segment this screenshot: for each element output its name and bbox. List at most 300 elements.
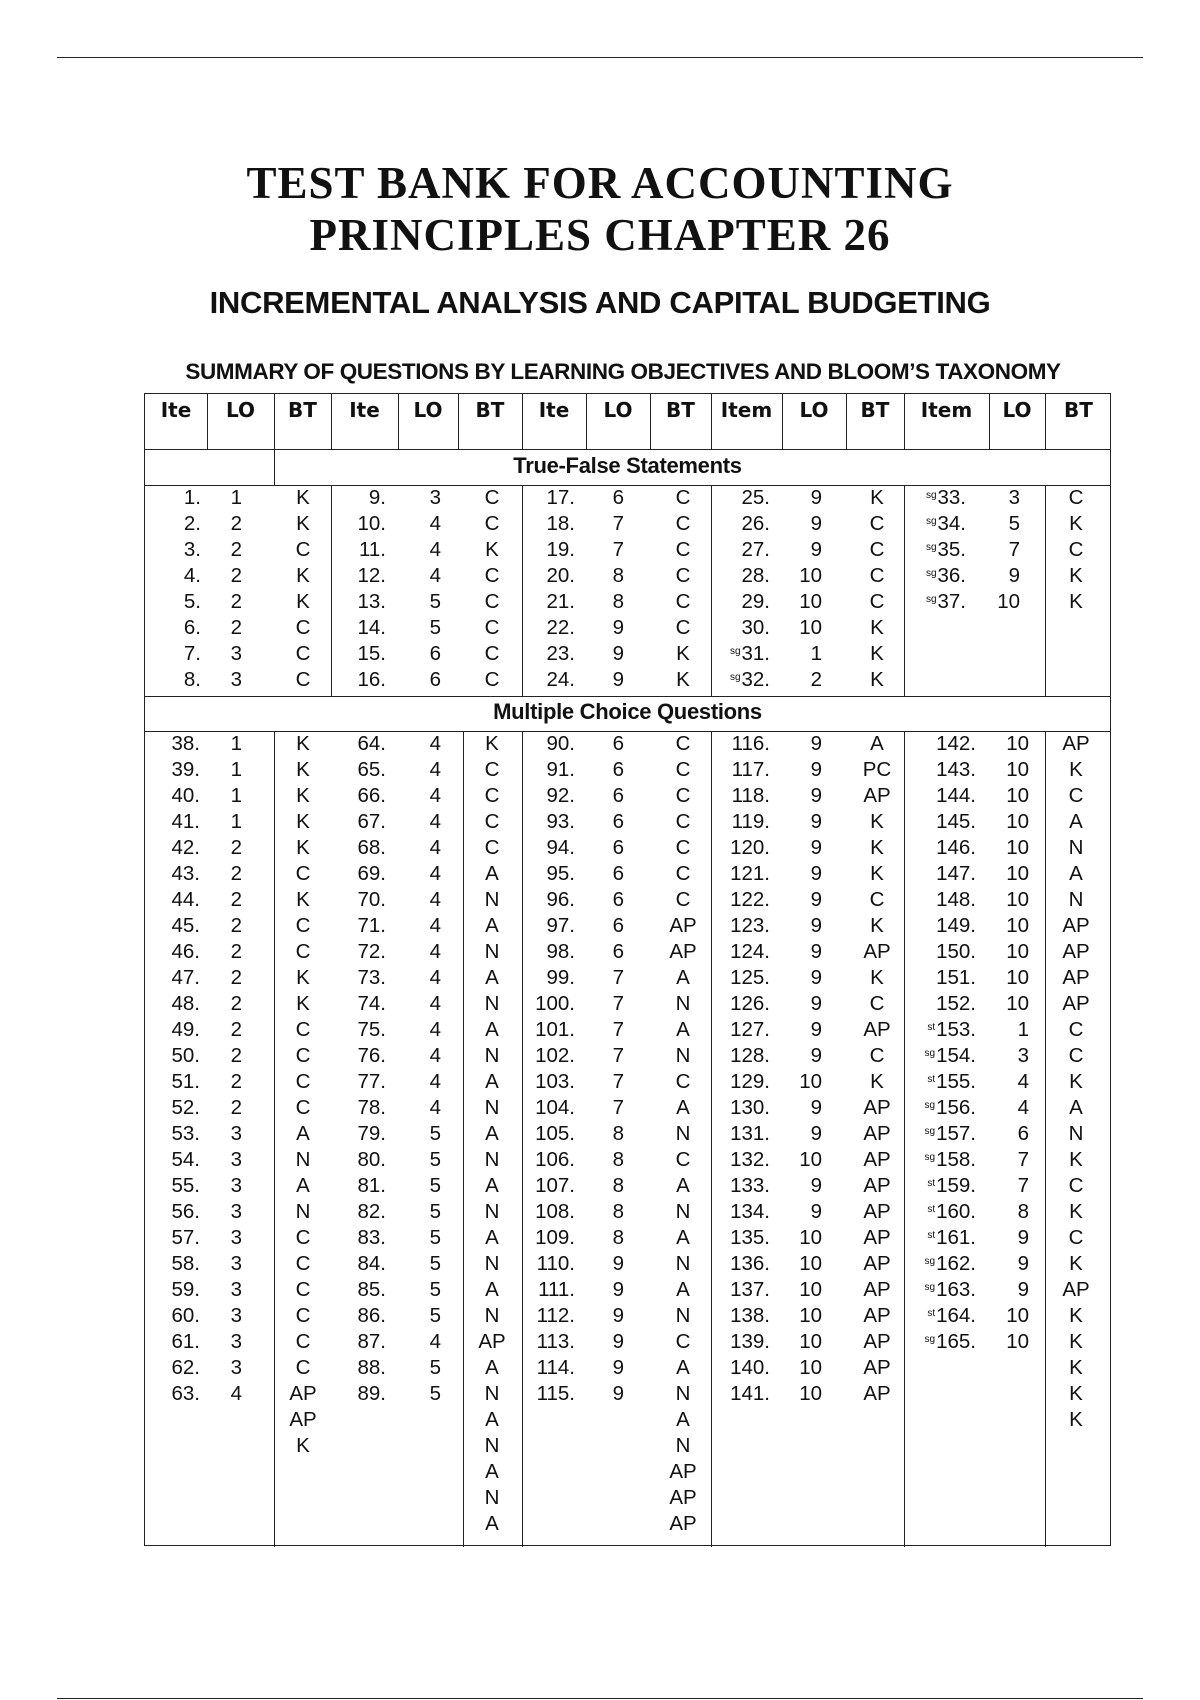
- cell-value: 59.: [171, 1278, 200, 1301]
- cell-lo: [989, 1095, 1029, 1121]
- cell-lo: [398, 1069, 441, 1095]
- cell-items: [145, 939, 200, 965]
- cell-items: [711, 861, 770, 887]
- cell-value: 1: [1017, 1018, 1029, 1041]
- cell-value: N: [675, 1434, 691, 1457]
- cell-bt: [658, 809, 708, 835]
- cell-value: C: [869, 512, 885, 535]
- cell-value: 132.: [730, 1148, 770, 1171]
- cell-value: A: [485, 1408, 499, 1431]
- cell-value: 157.: [936, 1122, 976, 1145]
- cell-items: [711, 1043, 770, 1069]
- cell-value: C: [1068, 1044, 1084, 1067]
- cell-lo: [586, 757, 624, 783]
- cell-items: [522, 965, 575, 991]
- cell-bt: [658, 887, 708, 913]
- cell-bt: [1051, 1277, 1101, 1303]
- cell-lo: [207, 1303, 242, 1329]
- cell-bt: [278, 965, 328, 991]
- cell-bt: [852, 485, 902, 511]
- cell-value: C: [675, 486, 691, 509]
- tf-g3-lo: [586, 485, 624, 693]
- cell-value: 9: [810, 538, 822, 561]
- cell-lo: [398, 835, 441, 861]
- cell-items: [145, 731, 200, 757]
- cell-value: 129.: [730, 1070, 770, 1093]
- cell-value: AP: [863, 1278, 891, 1301]
- cell-value: 30.: [741, 616, 770, 639]
- cell-value: 128.: [730, 1044, 770, 1067]
- cell-lo: [207, 861, 242, 887]
- cell-items: [711, 913, 770, 939]
- cell-value: 3: [429, 486, 441, 509]
- cell-lo: [398, 1095, 441, 1121]
- cell-value: 10: [799, 564, 822, 587]
- cell-items: [522, 757, 575, 783]
- cell-value: 10: [799, 1304, 822, 1327]
- cell-items: [711, 757, 770, 783]
- cell-value: C: [295, 1070, 311, 1093]
- col-header-lo: LO: [1002, 398, 1032, 422]
- cell-lo: [782, 1095, 822, 1121]
- cell-lo: [586, 511, 624, 537]
- cell-items: [145, 1017, 200, 1043]
- cell-value: C: [484, 564, 500, 587]
- cell-items: [904, 589, 966, 615]
- cell-value: 4: [429, 810, 441, 833]
- source-marker: sg: [924, 1256, 936, 1267]
- cell-bt: [467, 1329, 517, 1355]
- cell-items: [331, 485, 386, 511]
- cell-value: 51.: [171, 1070, 200, 1093]
- cell-value: 61.: [171, 1330, 200, 1353]
- cell-value: C: [675, 810, 691, 833]
- cell-items: [145, 991, 200, 1017]
- tf-g5-bt: [1051, 485, 1101, 615]
- cell-value: 7: [612, 1018, 624, 1041]
- cell-lo: [207, 1329, 242, 1355]
- cell-bt: [467, 589, 517, 615]
- cell-bt: [852, 939, 902, 965]
- cell-value: N: [484, 1096, 500, 1119]
- cell-items: [522, 641, 575, 667]
- cell-bt: [852, 965, 902, 991]
- cell-value: N: [484, 888, 500, 911]
- cell-bt: [467, 965, 517, 991]
- cell-value: 11.: [359, 538, 386, 561]
- cell-value: 22.: [546, 616, 575, 639]
- cell-value: 52.: [171, 1096, 200, 1119]
- cell-value: K: [1069, 1252, 1083, 1275]
- col-header-bt: BT: [1064, 398, 1093, 422]
- cell-items: [904, 1277, 976, 1303]
- mc-g5-bt: [1051, 731, 1101, 1433]
- cell-bt: [852, 1225, 902, 1251]
- cell-value: A: [676, 1018, 690, 1041]
- cell-value: 124.: [730, 940, 770, 963]
- cell-items: [904, 1251, 976, 1277]
- cell-bt: [278, 537, 328, 563]
- cell-bt: [852, 1277, 902, 1303]
- cell-items: [145, 1173, 200, 1199]
- cell-value: 64.: [357, 732, 386, 755]
- cell-value: 10: [1006, 914, 1029, 937]
- cell-items: [522, 537, 575, 563]
- cell-bt: [1051, 783, 1101, 809]
- group-divider: [1045, 485, 1046, 696]
- cell-lo: [586, 1017, 624, 1043]
- source-marker: sg: [925, 490, 937, 501]
- cell-bt: [278, 511, 328, 537]
- cell-value: 2: [230, 966, 242, 989]
- cell-lo: [398, 589, 441, 615]
- cell-value: 95.: [546, 862, 575, 885]
- cell-value: C: [675, 1148, 691, 1171]
- cell-value: C: [869, 1044, 885, 1067]
- cell-bt: [1051, 887, 1101, 913]
- cell-value: 101.: [535, 1018, 575, 1041]
- cell-bt: [852, 1303, 902, 1329]
- cell-value: A: [1069, 1096, 1083, 1119]
- cell-value: 37.: [937, 590, 966, 613]
- cell-lo: [782, 887, 822, 913]
- cell-bt: [1051, 809, 1101, 835]
- cell-value: C: [1068, 1174, 1084, 1197]
- cell-bt: [467, 537, 517, 563]
- cell-items: [145, 589, 201, 615]
- cell-value: N: [484, 1304, 500, 1327]
- cell-bt: [278, 1173, 328, 1199]
- cell-value: 121.: [730, 862, 770, 885]
- cell-value: 54.: [171, 1148, 200, 1171]
- cell-items: [331, 1225, 386, 1251]
- cell-bt: [852, 1043, 902, 1069]
- cell-items: [145, 1043, 200, 1069]
- cell-lo: [207, 1121, 242, 1147]
- tf-g3-items: [522, 485, 575, 693]
- cell-value: K: [296, 966, 310, 989]
- cell-bt: [278, 757, 328, 783]
- cell-value: 3: [230, 1278, 242, 1301]
- cell-value: 7: [612, 512, 624, 535]
- cell-items: [522, 1329, 575, 1355]
- cell-value: 109.: [535, 1226, 575, 1249]
- cell-lo: [207, 1251, 242, 1277]
- cell-value: 164.: [936, 1304, 976, 1327]
- cell-lo: [586, 1147, 624, 1173]
- cell-value: C: [869, 538, 885, 561]
- cell-lo: [586, 589, 624, 615]
- cell-lo: [398, 939, 441, 965]
- cell-value: K: [296, 486, 310, 509]
- summary-table: [144, 393, 1111, 1546]
- cell-value: K: [296, 888, 310, 911]
- cell-lo: [989, 511, 1020, 537]
- cell-lo: [782, 1251, 822, 1277]
- cell-bt: [658, 1095, 708, 1121]
- cell-bt: [852, 783, 902, 809]
- cell-value: 133.: [730, 1174, 770, 1197]
- cell-bt: [658, 511, 708, 537]
- cell-value: A: [485, 1460, 499, 1483]
- cell-items: [522, 861, 575, 887]
- cell-value: 3.: [183, 538, 201, 561]
- cell-items: [711, 1095, 770, 1121]
- cell-lo: [207, 1095, 242, 1121]
- multiple-choice-section-label: Multiple Choice Questions: [493, 699, 762, 724]
- cell-lo: [398, 965, 441, 991]
- mc-g2-lo: [398, 731, 441, 1407]
- cell-items: [904, 913, 976, 939]
- cell-value: 19.: [546, 538, 575, 561]
- cell-items: [711, 511, 770, 537]
- cell-items: [711, 1147, 770, 1173]
- cell-value: 9: [612, 1356, 624, 1379]
- cell-bt: [467, 887, 517, 913]
- tf-g1-bt: [278, 485, 328, 693]
- cell-items: [522, 939, 575, 965]
- cell-value: 10: [1006, 836, 1029, 859]
- source-marker: st: [927, 1204, 936, 1215]
- mc-g2-bt: [467, 731, 517, 1537]
- cell-value: C: [675, 590, 691, 613]
- cell-bt: [658, 1329, 708, 1355]
- cell-items: [145, 1069, 200, 1095]
- cell-value: 138.: [730, 1304, 770, 1327]
- mc-g3-items: [522, 731, 575, 1407]
- cell-value: 4.: [183, 564, 201, 587]
- cell-bt: [467, 757, 517, 783]
- cell-value: 6: [1017, 1122, 1029, 1145]
- cell-bt: [278, 1017, 328, 1043]
- cell-items: [331, 1043, 386, 1069]
- cell-lo: [398, 485, 441, 511]
- cell-lo: [586, 563, 624, 589]
- cell-value: 2: [230, 1096, 242, 1119]
- cell-value: AP: [478, 1330, 506, 1353]
- source-marker: st: [927, 1230, 936, 1241]
- cell-bt: [278, 667, 328, 693]
- cell-bt: [467, 641, 517, 667]
- cell-items: [331, 667, 386, 693]
- cell-value: 81.: [357, 1174, 386, 1197]
- cell-bt: [1051, 757, 1101, 783]
- cell-value: 4: [429, 940, 441, 963]
- cell-value: N: [1068, 888, 1084, 911]
- cell-value: A: [485, 1356, 499, 1379]
- cell-value: A: [676, 1096, 690, 1119]
- cell-items: [904, 731, 976, 757]
- cell-items: [711, 1277, 770, 1303]
- cell-items: [904, 1095, 976, 1121]
- cell-value: C: [295, 668, 311, 691]
- cell-lo: [586, 1199, 624, 1225]
- cell-value: 122.: [730, 888, 770, 911]
- cell-value: 45.: [171, 914, 200, 937]
- cell-value: 7: [612, 1096, 624, 1119]
- cell-value: 162.: [936, 1252, 976, 1275]
- cell-bt: [1051, 1069, 1101, 1095]
- cell-bt: [658, 1277, 708, 1303]
- cell-value: 108.: [535, 1200, 575, 1223]
- cell-items: [145, 757, 200, 783]
- cell-bt: [658, 913, 708, 939]
- cell-value: C: [484, 784, 500, 807]
- cell-value: 10: [1006, 732, 1029, 755]
- cell-value: K: [1069, 1148, 1083, 1171]
- cell-value: AP: [1062, 966, 1090, 989]
- cell-bt: [467, 1511, 517, 1537]
- cell-lo: [586, 1069, 624, 1095]
- cell-value: 2: [230, 538, 242, 561]
- cell-value: 9: [810, 1018, 822, 1041]
- cell-value: K: [296, 732, 310, 755]
- cell-bt: [1051, 1017, 1101, 1043]
- cell-value: 60.: [171, 1304, 200, 1327]
- cell-items: [711, 1329, 770, 1355]
- cell-bt: [1051, 1355, 1101, 1381]
- cell-value: C: [295, 1044, 311, 1067]
- cell-value: C: [484, 836, 500, 859]
- cell-value: 9: [612, 1252, 624, 1275]
- mc-top-divider: [145, 696, 1110, 697]
- cell-lo: [586, 615, 624, 641]
- cell-value: 104.: [535, 1096, 575, 1119]
- cell-lo: [398, 1043, 441, 1069]
- cell-value: 142.: [936, 732, 976, 755]
- cell-value: K: [1069, 1330, 1083, 1353]
- cell-value: N: [675, 1304, 691, 1327]
- cell-items: [331, 1147, 386, 1173]
- cell-value: K: [296, 564, 310, 587]
- cell-value: 9: [810, 784, 822, 807]
- cell-lo: [207, 1173, 242, 1199]
- mc-g1-lo: [207, 731, 242, 1407]
- cell-bt: [467, 1095, 517, 1121]
- cell-items: [522, 1277, 575, 1303]
- cell-value: K: [296, 784, 310, 807]
- cell-value: C: [295, 1226, 311, 1249]
- cell-value: 35.: [937, 538, 966, 561]
- cell-lo: [782, 563, 822, 589]
- cell-lo: [989, 563, 1020, 589]
- cell-items: [145, 641, 201, 667]
- cell-bt: [658, 589, 708, 615]
- cell-value: C: [295, 1278, 311, 1301]
- cell-value: 115.: [536, 1382, 575, 1405]
- cell-lo: [398, 667, 441, 693]
- cell-bt: [467, 1355, 517, 1381]
- cell-items: [904, 835, 976, 861]
- cell-lo: [207, 731, 242, 757]
- cell-items: [145, 563, 201, 589]
- cell-value: A: [676, 1356, 690, 1379]
- col-header-item: Ite: [349, 398, 380, 422]
- source-marker: sg: [729, 646, 741, 657]
- cell-value: 9: [612, 668, 624, 691]
- cell-value: N: [484, 1252, 500, 1275]
- cell-value: 42.: [171, 836, 200, 859]
- cell-value: 154.: [936, 1044, 976, 1067]
- cell-value: AP: [863, 1252, 891, 1275]
- cell-value: 149.: [936, 914, 976, 937]
- cell-lo: [398, 1147, 441, 1173]
- cell-value: C: [1068, 1226, 1084, 1249]
- cell-bt: [278, 615, 328, 641]
- cell-value: AP: [863, 1018, 891, 1041]
- cell-items: [145, 615, 201, 641]
- cell-value: 14.: [357, 616, 386, 639]
- mc-g3-lo: [586, 731, 624, 1407]
- cell-lo: [782, 809, 822, 835]
- cell-lo: [782, 991, 822, 1017]
- cell-bt: [278, 1199, 328, 1225]
- cell-value: 88.: [357, 1356, 386, 1379]
- cell-value: N: [484, 1200, 500, 1223]
- cell-bt: [852, 1095, 902, 1121]
- cell-items: [522, 1355, 575, 1381]
- cell-items: [145, 1303, 200, 1329]
- cell-lo: [782, 783, 822, 809]
- cell-value: N: [295, 1200, 311, 1223]
- cell-lo: [207, 757, 242, 783]
- cell-value: 33.: [937, 486, 966, 509]
- tf-g4-bt: [852, 485, 902, 693]
- cell-lo: [586, 1381, 624, 1407]
- cell-bt: [278, 861, 328, 887]
- cell-value: 10: [1006, 940, 1029, 963]
- cell-items: [711, 731, 770, 757]
- cell-value: 10: [799, 1252, 822, 1275]
- cell-value: 6: [612, 732, 624, 755]
- cell-value: 21.: [546, 590, 575, 613]
- cell-items: [904, 991, 976, 1017]
- cell-items: [145, 835, 200, 861]
- cell-value: 3: [230, 1226, 242, 1249]
- cell-value: 105.: [535, 1122, 575, 1145]
- cell-value: C: [675, 836, 691, 859]
- cell-value: C: [1068, 486, 1084, 509]
- cell-items: [331, 809, 386, 835]
- cell-value: 5: [429, 1148, 441, 1171]
- source-marker: st: [927, 1178, 936, 1189]
- cell-items: [711, 835, 770, 861]
- cell-bt: [467, 783, 517, 809]
- cell-value: AP: [1062, 732, 1090, 755]
- cell-value: 9: [810, 940, 822, 963]
- cell-value: 123.: [730, 914, 770, 937]
- cell-lo: [782, 1199, 822, 1225]
- cell-bt: [278, 1277, 328, 1303]
- cell-value: C: [1068, 538, 1084, 561]
- cell-value: 80.: [357, 1148, 386, 1171]
- cell-value: 143.: [936, 758, 976, 781]
- cell-lo: [586, 1355, 624, 1381]
- cell-value: 2: [230, 590, 242, 613]
- cell-bt: [852, 757, 902, 783]
- source-marker: sg: [925, 594, 937, 605]
- cell-bt: [658, 1433, 708, 1459]
- cell-value: 118.: [731, 784, 770, 807]
- cell-value: 49.: [171, 1018, 200, 1041]
- cell-value: 130.: [730, 1096, 770, 1119]
- cell-items: [145, 511, 201, 537]
- cell-bt: [852, 861, 902, 887]
- cell-value: 9: [810, 888, 822, 911]
- col-header-item: Item: [920, 398, 973, 422]
- cell-value: 8: [612, 590, 624, 613]
- cell-value: 125.: [730, 966, 770, 989]
